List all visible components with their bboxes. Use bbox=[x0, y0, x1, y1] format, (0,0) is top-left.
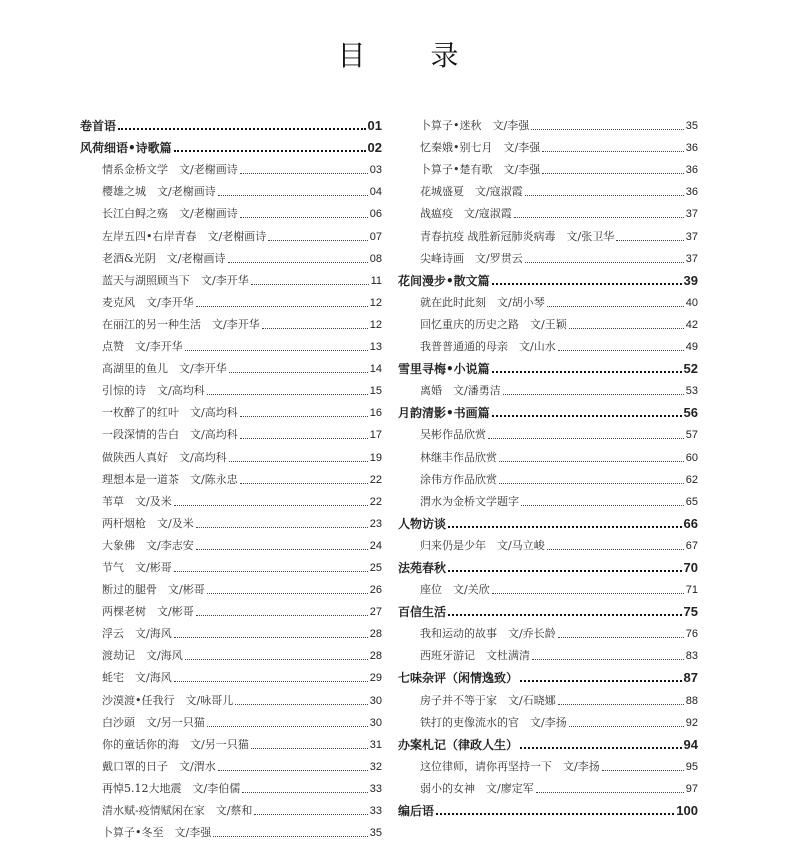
toc-entry-row[interactable] bbox=[80, 798, 382, 820]
entry-title: 青春抗疫 战胜新冠肺炎病毒 文/张卫华 bbox=[420, 229, 615, 243]
dot-leader bbox=[240, 438, 368, 439]
entry-title: 林继丰作品欣赏 bbox=[420, 450, 497, 464]
toc-entry-row[interactable] bbox=[80, 511, 382, 533]
dot-leader bbox=[228, 262, 368, 263]
entry-title: 一枚醉了的红叶 文/高均科 bbox=[102, 406, 238, 420]
dot-leader bbox=[207, 726, 368, 727]
toc-entry-row[interactable] bbox=[398, 378, 698, 400]
page-number: 15 bbox=[369, 385, 382, 398]
toc-entry-row[interactable] bbox=[398, 467, 698, 489]
entry-title: 这位律师，请你再坚持一下 文/李扬 bbox=[420, 759, 600, 773]
dot-leader bbox=[118, 128, 366, 130]
toc-section-row[interactable] bbox=[398, 555, 698, 577]
dot-leader bbox=[558, 350, 684, 351]
entry-title: 我普普通通的母亲 文/山水 bbox=[420, 340, 556, 354]
dot-leader bbox=[196, 527, 368, 528]
page-number: 36 bbox=[685, 142, 698, 155]
page-number: 22 bbox=[369, 495, 382, 508]
dot-leader bbox=[218, 195, 368, 196]
toc-entry-row[interactable] bbox=[398, 113, 698, 135]
entry-title: 两杆烟枪 文/及米 bbox=[102, 516, 194, 530]
entry-title: 归来仍是少年 文/马立峻 bbox=[420, 538, 545, 552]
dot-leader bbox=[488, 438, 684, 439]
toc-entry-row[interactable] bbox=[398, 135, 698, 157]
page-number: 62 bbox=[685, 473, 698, 486]
dot-leader bbox=[174, 571, 368, 572]
entry-title: 卜算子•冬至 文/李强 bbox=[102, 826, 212, 840]
toc-entry-row[interactable] bbox=[398, 422, 698, 444]
page-number: 12 bbox=[369, 318, 382, 331]
page-number: 04 bbox=[369, 186, 382, 199]
entry-title: 断过的腿骨 文/彬哥 bbox=[102, 583, 205, 597]
toc-entry-row[interactable] bbox=[398, 776, 698, 798]
page-number: 52 bbox=[683, 361, 698, 377]
entry-title: 苇草 文/及米 bbox=[102, 494, 172, 508]
toc-entry-row[interactable] bbox=[398, 489, 698, 511]
page-number: 36 bbox=[685, 164, 698, 177]
entry-title: 弱小的女神 文/廖定军 bbox=[420, 781, 534, 795]
toc-entry-row[interactable] bbox=[398, 687, 698, 709]
dot-leader bbox=[229, 372, 368, 373]
section-title: 编后语 bbox=[398, 804, 435, 818]
section-title: 卷首语 bbox=[80, 119, 117, 134]
toc-entry-row[interactable] bbox=[398, 179, 698, 201]
page-number: 27 bbox=[369, 606, 382, 619]
dot-leader bbox=[602, 770, 684, 771]
page-number: 60 bbox=[685, 451, 698, 464]
page-number: 57 bbox=[685, 429, 698, 442]
page-number: 76 bbox=[685, 628, 698, 641]
page-number: 70 bbox=[683, 559, 698, 575]
dot-leader bbox=[174, 150, 366, 152]
toc-entry-row[interactable] bbox=[80, 334, 382, 356]
toc-entry-row[interactable] bbox=[80, 312, 382, 334]
dot-leader bbox=[448, 570, 682, 572]
toc-left-column bbox=[80, 113, 382, 842]
dot-leader bbox=[196, 615, 368, 616]
toc-entry-row[interactable] bbox=[398, 754, 698, 776]
page-number: 36 bbox=[685, 186, 698, 199]
toc-entry-row[interactable] bbox=[80, 378, 382, 400]
toc-entry-row[interactable] bbox=[80, 400, 382, 422]
dot-leader bbox=[492, 283, 682, 285]
dot-leader bbox=[254, 814, 367, 815]
toc-entry-row[interactable] bbox=[80, 422, 382, 444]
dot-leader bbox=[213, 836, 368, 837]
page-number: 29 bbox=[369, 672, 382, 685]
toc-entry-row[interactable] bbox=[80, 290, 382, 312]
section-title: 月韵清影•书画篇 bbox=[398, 406, 490, 421]
dot-leader bbox=[520, 680, 682, 682]
page-number: 03 bbox=[369, 164, 382, 177]
dot-leader bbox=[547, 306, 684, 307]
dot-leader bbox=[521, 505, 684, 506]
page-number: 53 bbox=[685, 385, 698, 398]
entry-title: 蚝宅 文/海风 bbox=[102, 671, 172, 685]
toc-section-row[interactable] bbox=[80, 135, 382, 157]
entry-title: 战瘟疫 文/寇淑霞 bbox=[420, 207, 512, 221]
entry-title: 吴彬作品欣赏 bbox=[420, 428, 486, 442]
entry-title: 两棵老树 文/彬哥 bbox=[102, 605, 194, 619]
page-number: 24 bbox=[369, 539, 382, 552]
page-number: 02 bbox=[367, 140, 382, 156]
entry-title: 蓝天与湖照顾当下 文/李开华 bbox=[102, 273, 249, 287]
entry-title: 麦克风 文/李开华 bbox=[102, 295, 194, 309]
entry-title: 点赞 文/李开华 bbox=[102, 340, 183, 354]
entry-title: 你的童话你的海 文/另一只猫 bbox=[102, 737, 249, 751]
dot-leader bbox=[514, 217, 684, 218]
toc-entry-row[interactable] bbox=[80, 599, 382, 621]
page-number: 11 bbox=[370, 274, 382, 287]
dot-leader bbox=[499, 483, 684, 484]
page-number: 31 bbox=[369, 738, 382, 751]
entry-title: 长江白鲟之殇 文/老榭画诗 bbox=[102, 207, 238, 221]
entry-title: 白沙頭 文/另一只猫 bbox=[102, 715, 205, 729]
entry-title: 涂伟方作品欣赏 bbox=[420, 472, 497, 486]
page-title: 目 录 bbox=[337, 39, 487, 72]
toc-entry-row[interactable] bbox=[80, 201, 382, 223]
toc-entry-row[interactable] bbox=[80, 732, 382, 754]
dot-leader bbox=[525, 195, 684, 196]
dot-leader bbox=[448, 526, 682, 528]
entry-title: 情系金桥文学 文/老榭画诗 bbox=[102, 163, 238, 177]
dot-leader bbox=[229, 461, 368, 462]
toc-entry-row[interactable] bbox=[80, 621, 382, 643]
entry-title: 在丽江的另一种生活 文/李开华 bbox=[102, 317, 260, 331]
dot-leader bbox=[542, 151, 684, 152]
dot-leader bbox=[616, 240, 684, 241]
entry-title: 引惊的诗 文/高均科 bbox=[102, 384, 205, 398]
page-number: 08 bbox=[369, 252, 382, 265]
dot-leader bbox=[569, 328, 684, 329]
page-number: 22 bbox=[369, 473, 382, 486]
page-number: 13 bbox=[369, 341, 382, 354]
dot-leader bbox=[448, 614, 682, 616]
entry-title: 高湖里的鱼儿 文/李开华 bbox=[102, 362, 227, 376]
page-number: 12 bbox=[369, 296, 382, 309]
page-number: 37 bbox=[685, 252, 698, 265]
section-title: 办案札记（律政人生） bbox=[398, 737, 519, 752]
toc-entry-row[interactable] bbox=[398, 577, 698, 599]
page-number: 39 bbox=[683, 272, 698, 288]
entry-title: 我和运动的故事 文/乔长龄 bbox=[420, 627, 556, 641]
dot-leader bbox=[503, 394, 684, 395]
toc-entry-row[interactable] bbox=[80, 223, 382, 245]
page-number: 75 bbox=[683, 604, 698, 620]
toc-section-row[interactable] bbox=[398, 511, 698, 533]
page-number: 33 bbox=[369, 805, 382, 817]
section-title: 雪里寻梅•小说篇 bbox=[398, 362, 490, 377]
entry-title: 节气 文/彬哥 bbox=[102, 560, 172, 574]
dot-leader bbox=[185, 659, 368, 660]
entry-title: 再悼5.12大地震 文/李伯儒 bbox=[102, 781, 241, 795]
page-number: 25 bbox=[369, 561, 382, 574]
dot-leader bbox=[196, 306, 368, 307]
page-number: 19 bbox=[369, 451, 382, 464]
dot-leader bbox=[542, 173, 684, 174]
toc-entry-row[interactable] bbox=[398, 290, 698, 312]
dot-leader bbox=[569, 726, 684, 727]
dot-leader bbox=[492, 593, 684, 594]
page-number: 66 bbox=[683, 515, 698, 531]
entry-title: 离婚 文/潘勇洁 bbox=[420, 384, 501, 398]
page-number: 37 bbox=[685, 208, 698, 221]
toc-entry-row[interactable] bbox=[80, 643, 382, 665]
toc-section-row[interactable] bbox=[398, 268, 698, 290]
dot-leader bbox=[251, 284, 369, 285]
page-number: 83 bbox=[685, 650, 698, 663]
page-number: 92 bbox=[685, 716, 698, 729]
page-number: 40 bbox=[685, 296, 698, 309]
page-number: 65 bbox=[685, 495, 698, 508]
dot-leader bbox=[240, 416, 368, 417]
section-title: 人物访谈 bbox=[398, 516, 447, 531]
page-number: 95 bbox=[685, 760, 698, 773]
section-title: 七味杂评（闲情逸致） bbox=[398, 671, 519, 686]
page-number: 30 bbox=[369, 694, 382, 707]
toc-entry-row[interactable] bbox=[398, 643, 698, 665]
page-number: 42 bbox=[685, 318, 698, 331]
toc-entry-row[interactable] bbox=[80, 710, 382, 732]
dot-leader bbox=[531, 129, 684, 130]
entry-title: 卜算子•楚有歌 文/李强 bbox=[420, 163, 541, 177]
entry-title: 戴口罩的日子 文/渭水 bbox=[102, 759, 216, 773]
toc-entry-row[interactable] bbox=[80, 533, 382, 555]
toc-entry-row[interactable] bbox=[80, 754, 382, 776]
page-number: 97 bbox=[685, 782, 698, 795]
entry-title: 西班牙游记 文杜满清 bbox=[420, 649, 530, 663]
entry-title: 清水赋-疫情赋闲在家 文/蔡和 bbox=[102, 804, 253, 817]
page-number: 88 bbox=[685, 694, 698, 707]
entry-title: 一段深情的告白 文/高均科 bbox=[102, 428, 238, 442]
dot-leader bbox=[185, 350, 368, 351]
page-number: 67 bbox=[685, 539, 698, 552]
dot-leader bbox=[235, 704, 368, 705]
dot-leader bbox=[499, 461, 684, 462]
dot-leader bbox=[492, 371, 682, 373]
entry-title: 樱雄之城 文/老榭画诗 bbox=[102, 185, 216, 199]
toc-section-row[interactable] bbox=[398, 599, 698, 621]
toc-section-row[interactable] bbox=[80, 113, 382, 135]
dot-leader bbox=[174, 637, 368, 638]
entry-title: 左岸五四•右岸青春 文/老榭画诗 bbox=[102, 229, 267, 243]
dot-leader bbox=[525, 262, 684, 263]
toc-entry-row[interactable] bbox=[80, 820, 382, 842]
entry-title: 房子并不等于家 文/石晓娜 bbox=[420, 693, 556, 707]
toc-entry-row[interactable] bbox=[80, 577, 382, 599]
dot-leader bbox=[262, 328, 368, 329]
dot-leader bbox=[196, 549, 368, 550]
toc-entry-row[interactable] bbox=[398, 246, 698, 268]
page-number: 87 bbox=[683, 670, 698, 686]
dot-leader bbox=[520, 747, 682, 749]
dot-leader bbox=[207, 394, 368, 395]
entry-title: 卜算子•迷秋 文/李强 bbox=[420, 119, 530, 133]
entry-title: 花城盛夏 文/寇淑霞 bbox=[420, 185, 523, 199]
dot-leader bbox=[240, 483, 368, 484]
page-number: 07 bbox=[369, 230, 382, 243]
toc-entry-row[interactable] bbox=[80, 356, 382, 378]
page-number: 28 bbox=[369, 650, 382, 663]
toc-section-row[interactable] bbox=[398, 356, 698, 378]
page-number: 16 bbox=[369, 407, 382, 420]
dot-leader bbox=[174, 505, 368, 506]
toc-entry-row[interactable] bbox=[80, 776, 382, 798]
dot-leader bbox=[547, 549, 684, 550]
entry-title: 回忆重庆的历史之路 文/王颖 bbox=[420, 317, 567, 331]
dot-leader bbox=[240, 173, 368, 174]
entry-title: 沙漠渡•任我行 文/咏哥儿 bbox=[102, 693, 234, 707]
entry-title: 理想本是一道茶 文/陈永忠 bbox=[102, 472, 238, 486]
page-number: 32 bbox=[369, 760, 382, 773]
toc-entry-row[interactable] bbox=[398, 201, 698, 223]
toc-entry-row[interactable] bbox=[398, 157, 698, 179]
page-number: 17 bbox=[369, 429, 382, 442]
entry-title: 浮云 文/海风 bbox=[102, 627, 172, 641]
page-number: 56 bbox=[683, 405, 698, 421]
page-number: 14 bbox=[369, 363, 382, 376]
page-number: 35 bbox=[685, 120, 698, 133]
entry-title: 尖峰诗画 文/罗贯云 bbox=[420, 251, 523, 265]
page-number: 37 bbox=[685, 230, 698, 243]
dot-leader bbox=[532, 659, 684, 660]
dot-leader bbox=[436, 813, 674, 815]
page-number: 30 bbox=[369, 716, 382, 729]
toc-entry-row[interactable] bbox=[398, 334, 698, 356]
toc-entry-row[interactable] bbox=[398, 312, 698, 334]
page-number: 06 bbox=[369, 208, 382, 221]
toc-section-row[interactable] bbox=[398, 665, 698, 687]
entry-title: 就在此时此刻 文/胡小琴 bbox=[420, 295, 545, 309]
page-number: 35 bbox=[369, 827, 382, 840]
toc-entry-row[interactable] bbox=[80, 157, 382, 179]
dot-leader bbox=[174, 681, 368, 682]
dot-leader bbox=[207, 593, 368, 594]
dot-leader bbox=[218, 770, 368, 771]
page-number: 100 bbox=[676, 803, 698, 818]
entry-title: 渭水为金桥文学题字 bbox=[420, 494, 519, 508]
page-number: 01 bbox=[367, 118, 382, 134]
toc-entry-row[interactable] bbox=[398, 710, 698, 732]
dot-leader bbox=[240, 217, 368, 218]
toc-entry-row[interactable] bbox=[398, 621, 698, 643]
page-number: 94 bbox=[683, 736, 698, 752]
page-number: 23 bbox=[369, 517, 382, 530]
page-number: 26 bbox=[369, 584, 382, 597]
toc-entry-row[interactable] bbox=[80, 444, 382, 466]
dot-leader bbox=[251, 748, 368, 749]
entry-title: 忆秦娥•别七月 文/李强 bbox=[420, 141, 541, 155]
entry-title: 座位 文/关欣 bbox=[420, 583, 490, 597]
toc-section-row[interactable] bbox=[398, 400, 698, 422]
toc-entry-row[interactable] bbox=[80, 489, 382, 511]
toc-entry-row[interactable] bbox=[398, 444, 698, 466]
dot-leader bbox=[536, 792, 684, 793]
toc-section-row[interactable] bbox=[398, 798, 698, 820]
entry-title: 做陕西人真好 文/高均科 bbox=[102, 450, 227, 464]
toc-entry-row[interactable] bbox=[80, 555, 382, 577]
entry-title: 铁打的吏像流水的官 文/李扬 bbox=[420, 715, 567, 729]
entry-title: 老酒&光阴 文/老榭画诗 bbox=[102, 251, 226, 265]
page-number: 33 bbox=[369, 782, 382, 795]
entry-title: 大象佛 文/李志安 bbox=[102, 538, 194, 552]
toc-section-row[interactable] bbox=[398, 732, 698, 754]
page-number: 71 bbox=[685, 584, 698, 597]
toc-entry-row[interactable] bbox=[80, 179, 382, 201]
section-title: 花间漫步•散文篇 bbox=[398, 273, 490, 288]
entry-title: 渡劫记 文/海风 bbox=[102, 649, 183, 663]
dot-leader bbox=[268, 240, 368, 241]
page-number: 28 bbox=[369, 628, 382, 641]
toc-right-column bbox=[398, 113, 698, 820]
section-title: 百信生活 bbox=[398, 605, 447, 620]
toc-entry-row[interactable] bbox=[398, 533, 698, 555]
toc-entry-row[interactable] bbox=[80, 665, 382, 687]
page-number: 49 bbox=[685, 341, 698, 354]
section-title: 法苑春秋 bbox=[398, 560, 447, 575]
toc-entry-row[interactable] bbox=[398, 223, 698, 245]
dot-leader bbox=[492, 415, 682, 417]
dot-leader bbox=[558, 704, 684, 705]
section-title: 风荷细语•诗歌篇 bbox=[80, 141, 172, 156]
toc-entry-row[interactable] bbox=[80, 467, 382, 489]
dot-leader bbox=[558, 637, 684, 638]
toc-entry-row[interactable] bbox=[80, 687, 382, 709]
toc-entry-row[interactable] bbox=[80, 246, 382, 268]
dot-leader bbox=[242, 792, 368, 793]
toc-entry-row[interactable] bbox=[80, 268, 382, 290]
